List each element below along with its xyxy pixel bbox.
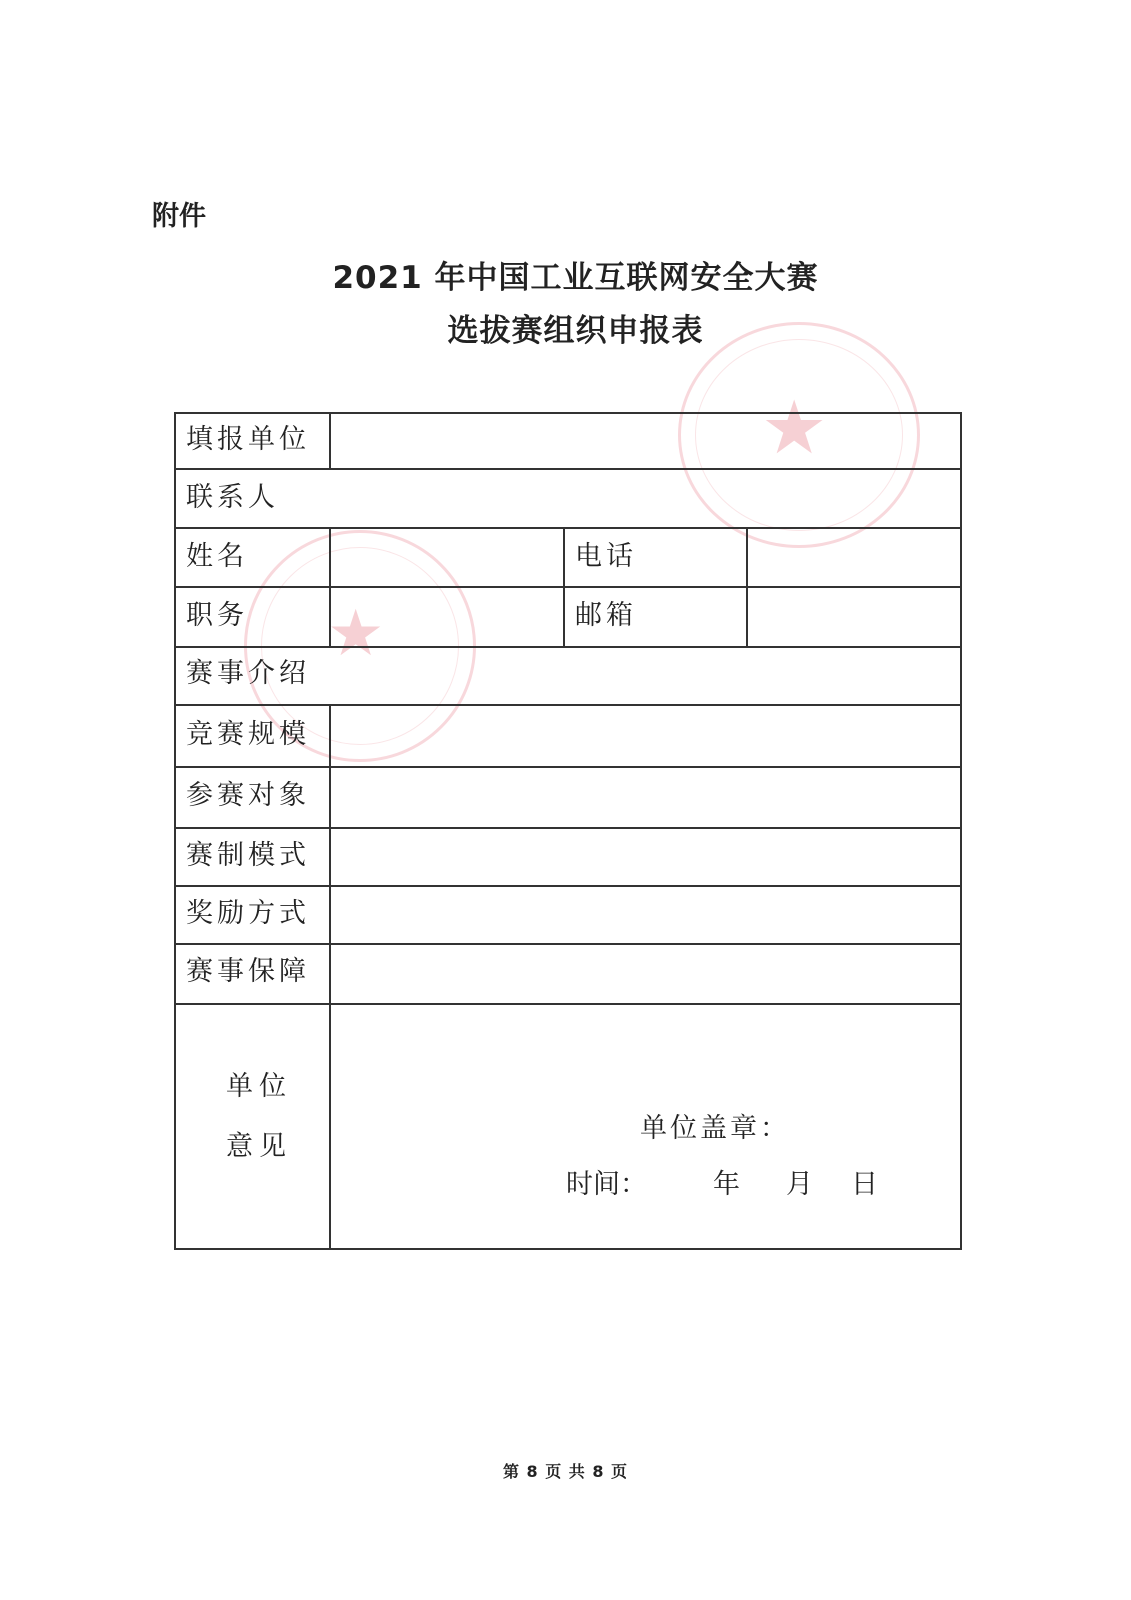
competition-scale-label: 竞赛规模 — [186, 719, 310, 750]
document-title-line2: 选拔赛组织申报表 — [447, 313, 704, 349]
competition-format-label: 赛制模式 — [186, 840, 310, 871]
star-icon: ★ — [327, 597, 385, 671]
participants-label: 参赛对象 — [186, 780, 310, 811]
phone-label: 电话 — [575, 541, 637, 572]
contact-person-label: 联系人 — [186, 482, 279, 513]
month-label: 月 — [786, 1169, 813, 1200]
page-number: 第 8 页 共 8 页 — [502, 1462, 629, 1481]
application-form-table — [174, 412, 962, 1250]
time-label: 时间： — [566, 1169, 647, 1200]
reward-method-label: 奖励方式 — [186, 898, 310, 929]
event-support-label: 赛事保障 — [186, 956, 310, 987]
year-label: 年 — [713, 1169, 740, 1200]
unit-seal-label: 单位盖章： — [640, 1113, 790, 1144]
star-icon: ★ — [761, 385, 828, 471]
unit-opinion-label-line1: 单位 — [226, 1071, 292, 1102]
reporting-unit-label: 填报单位 — [186, 424, 310, 455]
document-title-line1: 2021 年中国工业互联网安全大赛 — [332, 260, 819, 296]
name-label: 姓名 — [186, 541, 248, 572]
event-intro-label: 赛事介绍 — [186, 658, 310, 689]
email-label: 邮箱 — [575, 600, 637, 631]
unit-opinion-label-line2: 意见 — [226, 1131, 292, 1162]
date-line — [566, 1162, 878, 1201]
position-label: 职务 — [186, 600, 248, 631]
day-label: 日 — [851, 1169, 878, 1200]
attachment-label: 附件 — [152, 201, 206, 232]
